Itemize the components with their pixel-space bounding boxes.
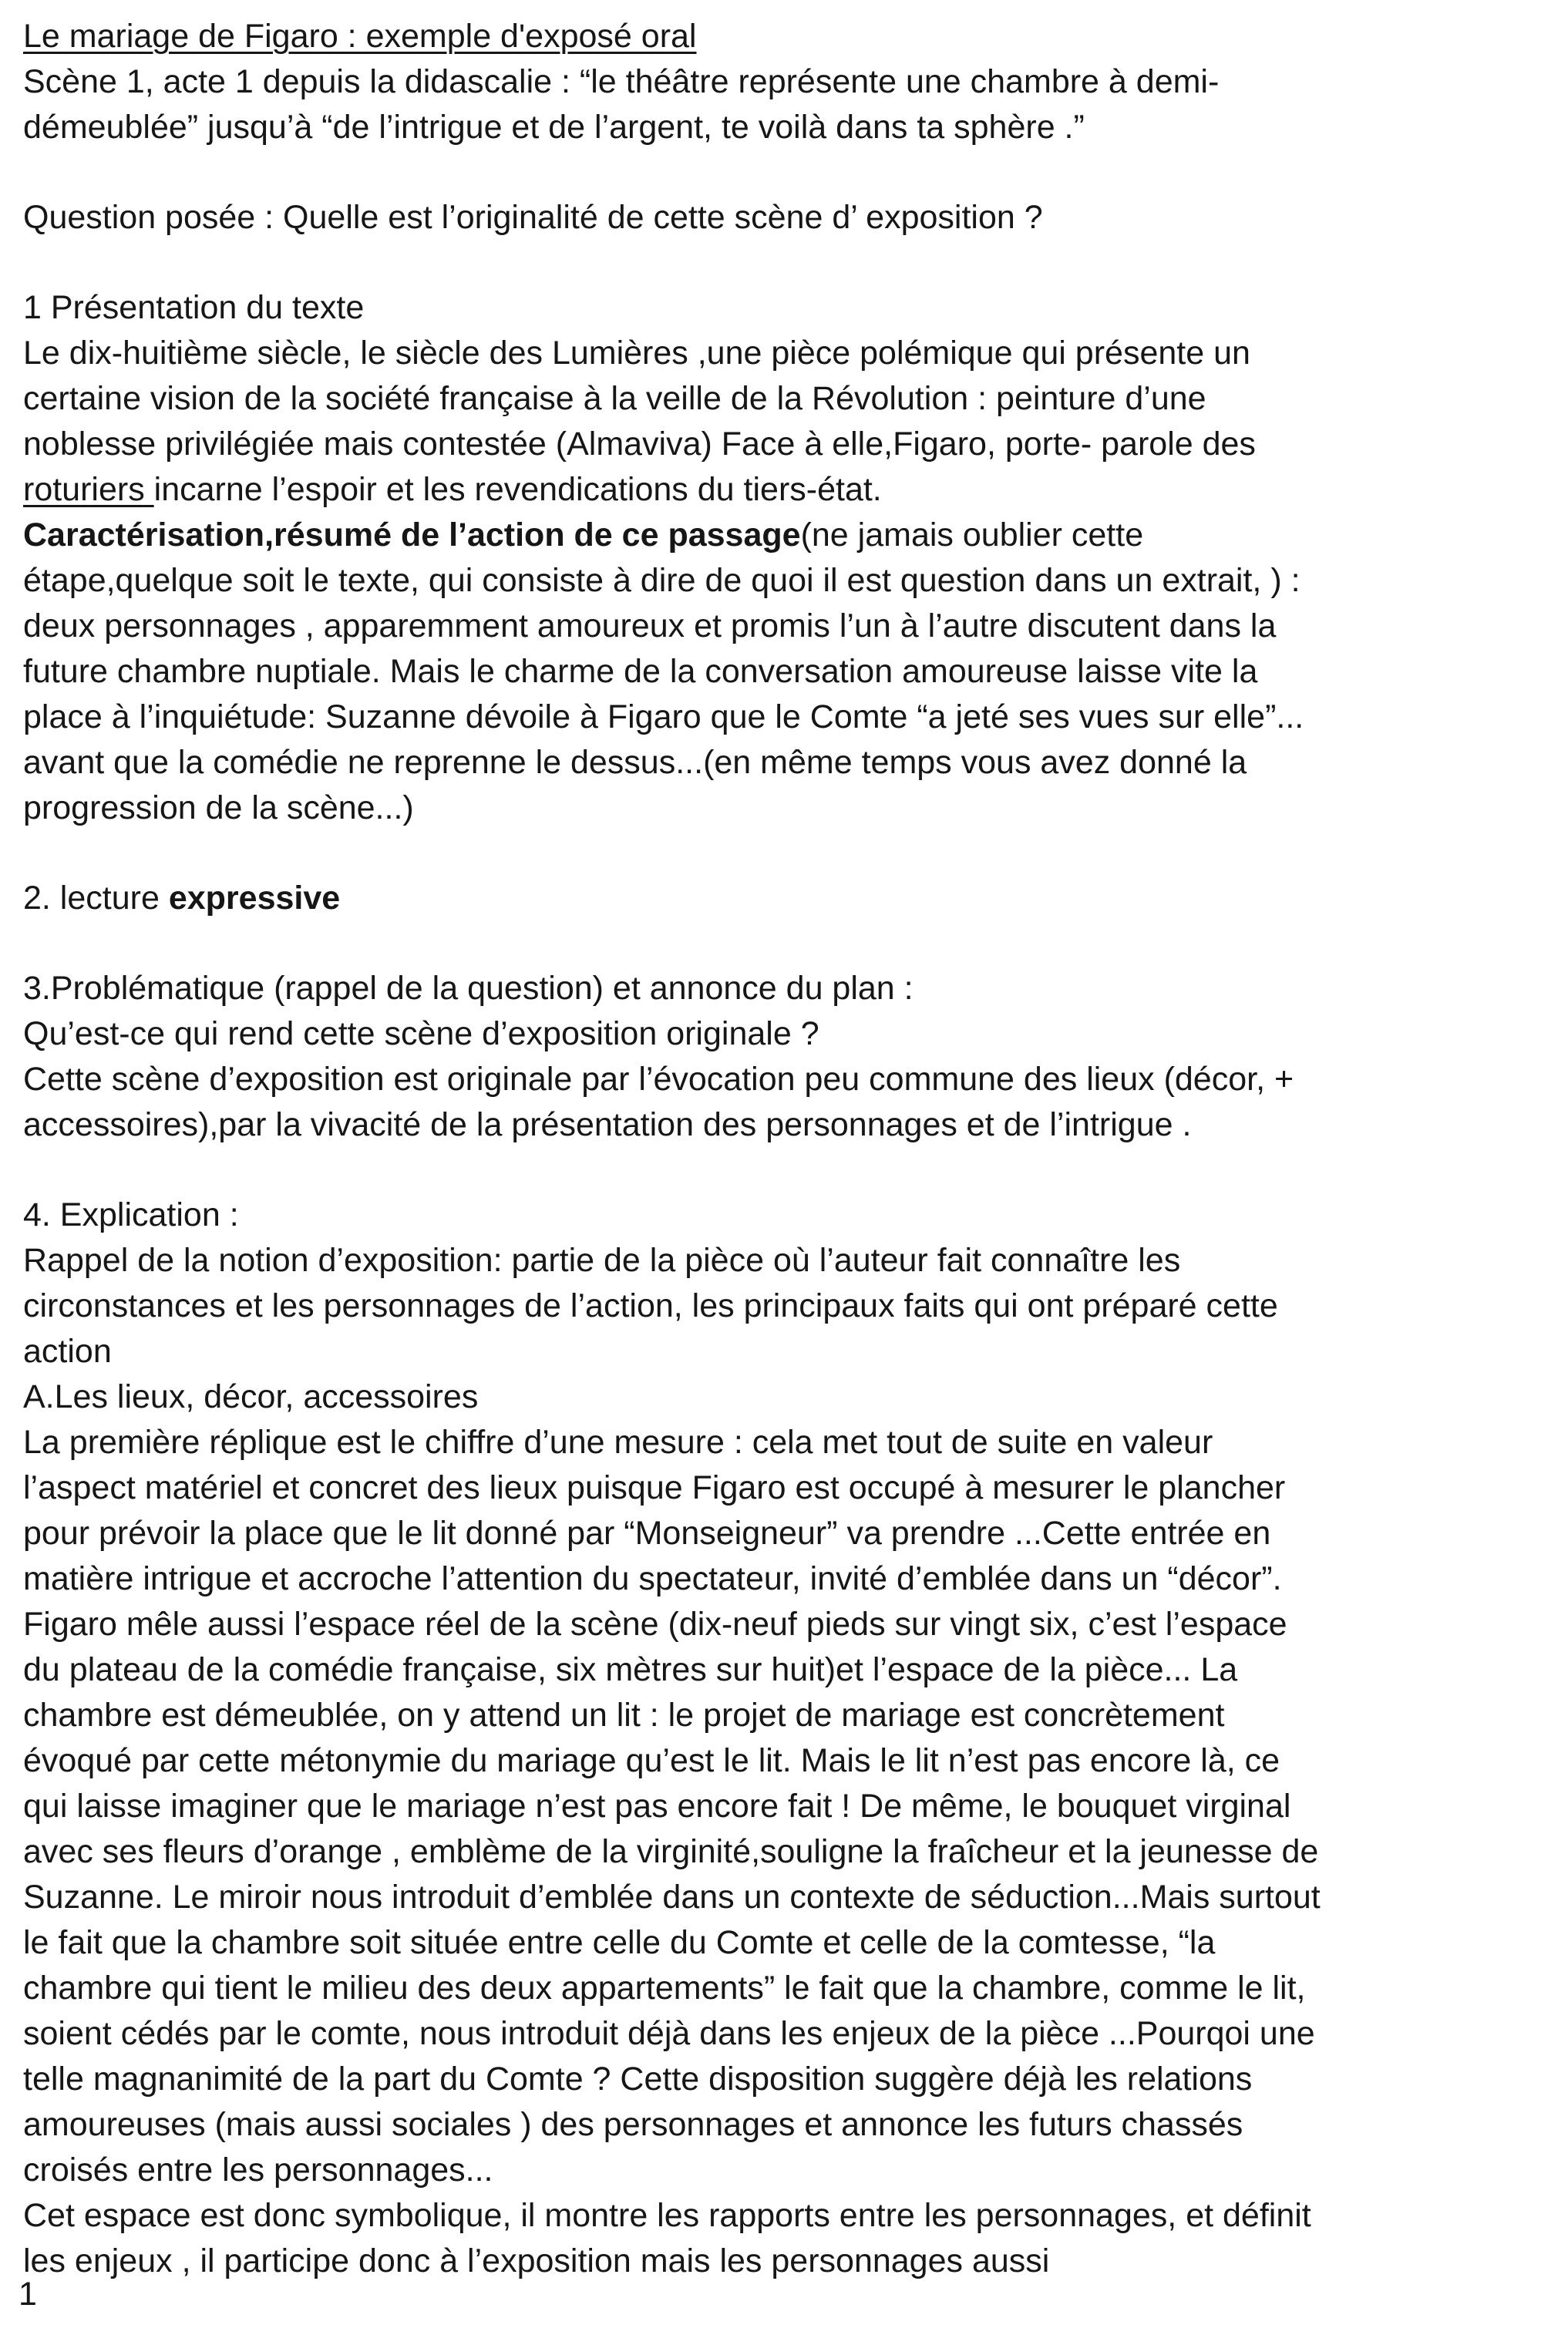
section3-line-1: 3.Problématique (rappel de la question) et annonce du plan :	[23, 970, 914, 1007]
caracterisation-line	[23, 513, 1549, 558]
section4-line-16: le fait que la chambre soit située entre celle du Comte et celle de la comtesse, “la	[23, 1924, 1216, 1961]
document-title: Le mariage de Figaro : exemple d'exposé oral	[23, 18, 697, 55]
section4-line-5: La première réplique est le chiffre d’une mesure : cela met tout de suite en valeur	[23, 1424, 1213, 1461]
caracterisation-rest: (ne jamais oublier cette	[800, 516, 1144, 553]
section4-line-9: Figaro mêle aussi l’espace réel de la scène (dix-neuf pieds sur vingt six, c’est l’espace	[23, 1606, 1287, 1643]
caracterisation-line-3: future chambre nuptiale. Mais le charme de la conversation amoureuse laisse vite la	[23, 653, 1258, 690]
section4-line-4: A.Les lieux, décor, accessoires	[23, 1378, 479, 1415]
section4-line-1: Rappel de la notion d’exposition: partie de la pièce où l’auteur fait connaître les	[23, 1242, 1181, 1279]
intro-line-1: Scène 1, acte 1 depuis la didascalie : “le théâtre représente une chambre à demi-	[23, 63, 1220, 100]
section4-line-6: l’aspect matériel et concret des lieux puisque Figaro est occupé à mesurer le plancher	[23, 1469, 1286, 1506]
section4-line-19: telle magnanimité de la part du Comte ? Cette disposition suggère déjà les relations	[23, 2061, 1253, 2098]
roturiers-line	[23, 467, 1549, 513]
roturiers-rest: incarne l’espoir et les revendications du tiers-état.	[153, 471, 882, 508]
caracterisation-line-4: place à l’inquiétude: Suzanne dévoile à Figaro que le Comte “a jeté ses vues sur elle”...	[23, 698, 1304, 735]
roturiers-word: roturiers	[23, 471, 154, 508]
spacer	[23, 831, 1549, 876]
section1-line-2: certaine vision de la société française à la veille de la Révolution : peinture d’une	[23, 380, 1206, 417]
caracterisation-line-2: deux personnages , apparemment amoureux et promis l’un à l’autre discutent dans la	[23, 607, 1277, 644]
document-page	[23, 14, 1549, 2284]
spacer	[23, 921, 1549, 966]
section4-line-11: chambre est démeublée, on y attend un lit : le projet de mariage est concrètement	[23, 1697, 1225, 1734]
section4-line-10: du plateau de la comédie française, six mètres sur huit)et l’espace de la pièce... La	[23, 1651, 1238, 1688]
section4-line-14: avec ses fleurs d’orange , emblème de la virginité,souligne la fraîcheur et la jeunesse de	[23, 1833, 1319, 1870]
spacer	[23, 241, 1549, 285]
caracterisation-line-1: étape,quelque soit le texte, qui consiste à dire de quoi il est question dans un extrait, ) :	[23, 562, 1300, 599]
section4-line-21: croisés entre les personnages...	[23, 2152, 493, 2189]
section4-line-23: les enjeux , il participe donc à l’exposition mais les personnages aussi	[23, 2242, 1050, 2279]
page-number: 1	[19, 2276, 37, 2313]
section4-line-8: matière intrigue et accroche l’attention du spectateur, invité d’emblée dans un “décor”.	[23, 1560, 1282, 1597]
section2-prefix: 2. lecture	[23, 880, 169, 917]
caracterisation-line-6: progression de la scène...)	[23, 789, 414, 826]
section1-heading: 1 Présentation du texte	[23, 289, 365, 326]
section4-line-17: chambre qui tient le milieu des deux appartements” le fait que la chambre, comme le lit,	[23, 1970, 1306, 2007]
intro-line-2: démeublée” jusqu’à “de l’intrigue et de l’argent, te voilà dans ta sphère .”	[23, 109, 1085, 146]
section4-line-20: amoureuses (mais aussi sociales ) des personnages et annonce les futurs chassés	[23, 2106, 1243, 2143]
section3-line-3: Cette scène d’exposition est originale par l’évocation peu commune des lieux (décor, +	[23, 1061, 1294, 1098]
caracterisation-line-5: avant que la comédie ne reprenne le dessus...(en même temps vous avez donné la	[23, 744, 1247, 781]
section4-line-12: évoqué par cette métonymie du mariage qu’est le lit. Mais le lit n’est pas encore là, ce	[23, 1742, 1280, 1779]
section4-line-3: action	[23, 1333, 112, 1370]
section4-line-15: Suzanne. Le miroir nous introduit d’emblée dans un contexte de séduction...Mais surtout	[23, 1879, 1321, 1916]
spacer	[23, 1148, 1549, 1193]
section2-heading	[23, 876, 1549, 921]
spacer	[23, 150, 1549, 195]
section4-line-13: qui laisse imaginer que le mariage n’est pas encore fait ! De même, le bouquet virginal	[23, 1788, 1291, 1825]
section2-bold: expressive	[168, 880, 341, 917]
section3-line-4: accessoires),par la vivacité de la présentation des personnages et de l’intrigue .	[23, 1106, 1192, 1143]
section3-line-2: Qu’est-ce qui rend cette scène d’exposition originale ?	[23, 1015, 819, 1052]
caracterisation-heading: Caractérisation,résumé de l’action de ce passage	[23, 516, 801, 553]
section4-line-7: pour prévoir la place que le lit donné par “Monseigneur” va prendre ...Cette entrée en	[23, 1515, 1271, 1552]
section4-heading: 4. Explication :	[23, 1196, 239, 1233]
section1-line-3: noblesse privilégiée mais contestée (Almaviva) Face à elle,Figaro, porte- parole des	[23, 426, 1256, 463]
section4-line-2: circonstances et les personnages de l’action, les principaux faits qui ont préparé cette	[23, 1287, 1278, 1324]
section4-line-18: soient cédés par le comte, nous introduit déjà dans les enjeux de la pièce ...Pourqoi une	[23, 2015, 1315, 2052]
section4-line-22: Cet espace est donc symbolique, il montre les rapports entre les personnages, et définit	[23, 2197, 1311, 2234]
question-line: Question posée : Quelle est l’originalité de cette scène d’ exposition ?	[23, 199, 1043, 236]
section1-line-1: Le dix-huitième siècle, le siècle des Lumières ,une pièce polémique qui présente un	[23, 335, 1250, 372]
